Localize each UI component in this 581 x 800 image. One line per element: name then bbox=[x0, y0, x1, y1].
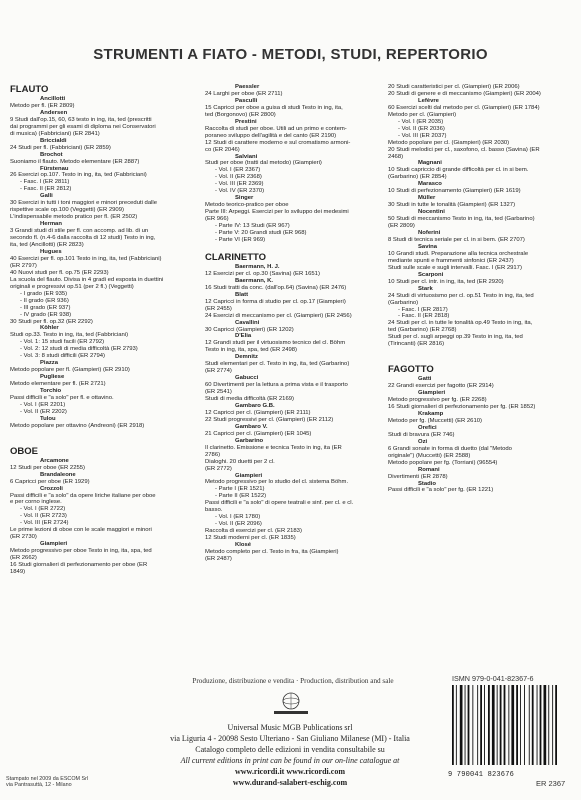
entry-line: 60 Divertimenti per la lettura a prima vista e il trasporto bbox=[205, 382, 348, 389]
entry-line: Studi sulle scale e sugli intervalli. Fasc. I (ER 2917) bbox=[388, 264, 522, 271]
entry-line: Metodo popolare per fg. (Torriani) (96554) bbox=[388, 459, 498, 466]
author-name: Gambaro G.B. bbox=[235, 402, 275, 409]
volume-line: - Parte II (ER 1522) bbox=[215, 493, 267, 500]
volume-line: - Vol. II (ER 2368) bbox=[215, 174, 262, 181]
author-name: Galli bbox=[40, 193, 53, 200]
author-name: Giampieri bbox=[418, 390, 446, 397]
entry-line: 2468) bbox=[388, 153, 404, 160]
author-name: Demnitz bbox=[235, 354, 258, 361]
entry-line: Testo in ing, ita, spa, ted (ER 2498) bbox=[205, 347, 298, 354]
entry-line: (ER 2797) bbox=[10, 262, 37, 269]
author-name: Arcamone bbox=[40, 457, 69, 464]
author-name: Piazza bbox=[40, 360, 59, 367]
entry-line: originale") (Muccetti) (ER 2588) bbox=[388, 452, 471, 459]
author-name: Brochot bbox=[40, 151, 63, 158]
entry-line: secondo fl. (n.4-6 dalla raccolta di 12 studi) Testo in ing, bbox=[10, 235, 156, 242]
entry-line: mediante spunti e frammenti sinfonici (ER 2437) bbox=[388, 257, 514, 264]
author-name: Baermann, H. J. bbox=[235, 263, 280, 270]
author-name: Krakamp bbox=[418, 410, 444, 417]
entry-line: dai programmi per gli esami di diploma nei Conservatori bbox=[10, 123, 156, 130]
entry-line: 10 Studi per cl. intr. in ing, ita, ted (ER 2920) bbox=[388, 278, 504, 285]
author-name: Nocentini bbox=[418, 209, 445, 216]
entry-line: 16 Studi giornalieri di perfezionamento per oboe (ER bbox=[10, 562, 148, 569]
website-link-durand[interactable]: www.durand-salabert-eschig.com bbox=[232, 778, 348, 787]
author-name: Stark bbox=[418, 285, 433, 292]
entry-line: Parte III: Arpeggi. Esercizi per lo sviluppo dei medesimi bbox=[205, 209, 349, 216]
printer-line-1: Stampato nel 2009 da ESCOM Srl bbox=[6, 776, 89, 782]
author-name: Herman bbox=[40, 221, 62, 228]
entry-line: 10 Studi di perfezionamento (Giampieri) (ER 1619) bbox=[388, 188, 521, 195]
author-name: Paessler bbox=[235, 84, 260, 90]
entry-line: Metodo per fl. (ER 2809) bbox=[10, 102, 75, 109]
entry-line: 24 Studi per cl. in tutte le tonalità op.49 Testo in ing, ita, bbox=[388, 320, 533, 327]
author-name: Hugues bbox=[40, 248, 62, 255]
spacer bbox=[205, 244, 383, 252]
author-name: Baermann, K. bbox=[235, 277, 273, 284]
author-name: Marasco bbox=[418, 181, 442, 188]
author-name: Köhler bbox=[40, 325, 59, 332]
author-name: Andersen bbox=[40, 109, 68, 116]
volume-line: - Fasc. II (ER 2818) bbox=[398, 313, 450, 320]
volume-line: - Parte V: 20 Grandi studi (ER 968) bbox=[215, 230, 307, 237]
entry-line: Metodo progressivo per oboe Testo in ing, ita, spa, ted bbox=[10, 548, 152, 555]
entry-line: Studi di media difficoltà (ER 2169) bbox=[205, 396, 294, 403]
entry-line: 22 Studi progressivi per cl. (Giampieri) (ER 2112) bbox=[205, 416, 334, 423]
entry-line: Raccolta di esercizi per cl. (ER 2183) bbox=[205, 528, 302, 535]
author-name: Fürstenau bbox=[40, 165, 69, 172]
publisher-name: Universal Music MGB Publications srl bbox=[227, 723, 353, 732]
column-2 bbox=[205, 84, 383, 563]
volume-line: - II grado (ER 936) bbox=[20, 297, 69, 304]
entry-line: (Tirincanti) (ER 2816) bbox=[388, 341, 445, 348]
printer-info bbox=[6, 776, 88, 789]
author-name: Orefici bbox=[418, 424, 437, 431]
author-name: Müller bbox=[418, 195, 436, 202]
volume-line: - Vol. I (ER 2201) bbox=[20, 401, 66, 408]
entry-line: Le prime lezioni di oboe con le scale maggiori e minori bbox=[10, 527, 152, 534]
entry-line: 30 Studi in tutte le tonalità (Giampieri) (ER 1327) bbox=[388, 202, 516, 209]
universal-logo-icon bbox=[272, 690, 310, 718]
catalog-number: ER 2367 bbox=[536, 779, 566, 788]
entry-line: 26 Esercizi op.107. Testo in ing, ita, ted (Fabbriciani) bbox=[10, 172, 147, 179]
entry-line: (Garbarino) bbox=[388, 299, 419, 306]
entry-line: 12 Esercizi per cl. op.30 (Savina) (ER 1651) bbox=[205, 270, 320, 277]
entry-line: Metodo popolare per ottavino (Andreoni) (ER 2918) bbox=[10, 422, 145, 429]
catalog-note-en: All current editions in print can be found in our on-line catalogue at bbox=[180, 756, 400, 765]
volume-line: - Parte VI (ER 969) bbox=[215, 236, 266, 243]
column-1 bbox=[10, 84, 180, 576]
entry-line: ted (Borgonovo) (ER 2800) bbox=[205, 111, 276, 118]
volume-line: - Vol. I (ER 2035) bbox=[398, 118, 444, 125]
entry-line: poraneo sviluppo dell'agilità e del canto (ER 2190) bbox=[205, 132, 337, 139]
entry-line: 24 Larghi per oboe (ER 2711) bbox=[205, 90, 283, 97]
entry-line: 24 Studi di virtuosismo per cl. op.51 Testo in ing, ita, ted bbox=[388, 292, 534, 299]
volume-line: - I grado (ER 935) bbox=[20, 290, 68, 297]
entry-line: 2786) bbox=[205, 451, 221, 458]
entry-line: La scuola del flauto. Divisa in 4 gradi ed esposta in duettini bbox=[10, 276, 164, 283]
volume-line: - Vol. II (ER 2723) bbox=[20, 513, 67, 520]
entry-line: Studi op.33. Testo in ing, ita, ted (Fabbriciani) bbox=[10, 332, 129, 339]
entry-line: Suoniamo il flauto. Metodo elementare (ER 2887) bbox=[10, 158, 140, 165]
entry-line: di musica) (Fabbriciani) (ER 2841) bbox=[10, 130, 100, 137]
author-name: Giampieri bbox=[40, 541, 68, 548]
volume-line: - Parte IV: 13 Studi (ER 967) bbox=[215, 223, 290, 230]
volume-line: - Fasc. I (ER 2817) bbox=[398, 306, 448, 313]
entry-line: 12 Grandi studi per il virtuosismo tecnico del cl. Böhm bbox=[205, 340, 346, 347]
author-name: Salviani bbox=[235, 153, 258, 160]
entry-line: Metodo progressivo per fg. (ER 2268) bbox=[388, 397, 487, 404]
entry-line: L'indispensabile metodo pratico per fl. (ER 2502) bbox=[10, 214, 138, 221]
ismn-code: ISMN 979-0-041-82367-6 bbox=[452, 674, 534, 683]
entry-line: (ER 2487) bbox=[205, 555, 232, 562]
volume-line: - Vol. II (ER 2096) bbox=[215, 521, 262, 528]
entry-line: 1849) bbox=[10, 569, 26, 575]
volume-line: - Vol. IV (ER 2370) bbox=[215, 188, 265, 195]
entry-line: 12 Studi per oboe (ER 2255) bbox=[10, 464, 85, 471]
spacer bbox=[388, 348, 570, 356]
entry-line: Studi elementari per cl. Testo in ing, ita, ted (Garbarino) bbox=[205, 361, 350, 368]
entry-line: Metodo per cl. (Giampieri) bbox=[388, 111, 457, 118]
volume-line: - Vol. I (ER 2367) bbox=[215, 167, 261, 174]
entry-line: Studi per oboe (tratti dal metodo) (Giampieri) bbox=[205, 160, 322, 167]
author-name: Cavallini bbox=[235, 319, 260, 326]
entry-line: Il clarinetto. Emissione e tecnica Testo in ing, ita (ER bbox=[205, 444, 342, 451]
author-name: Garbarino bbox=[235, 437, 264, 444]
entry-line: (ER 2455) bbox=[205, 305, 232, 312]
entry-line: Passi difficili e "a solo" da opere liriche italiane per oboe bbox=[10, 492, 156, 499]
entry-line: 60 Esercizi scelti dal metodo per cl. (Giampieri) (ER 1784) bbox=[388, 104, 540, 111]
entry-line: Divertimenti (ER 2878) bbox=[388, 473, 448, 480]
entry-line: originali e progressivi op.51 (per 2 fl.) (Veggetti) bbox=[10, 283, 134, 290]
volume-line: - Vol. II (ER 2036) bbox=[398, 125, 445, 132]
author-name: Gabucci bbox=[235, 375, 259, 382]
author-name: Noferini bbox=[418, 230, 441, 237]
entry-line: basso. bbox=[205, 507, 223, 514]
author-name: Stadio bbox=[418, 480, 436, 487]
entry-line: 6 Capricci per oboe (ER 1929) bbox=[10, 478, 90, 485]
spacer bbox=[388, 356, 570, 364]
author-name: Klosé bbox=[235, 542, 252, 549]
entry-line: (ER 2541) bbox=[205, 389, 232, 396]
entry-line: 12 Studi di carattere moderno e sul cromatismo armoni- bbox=[205, 139, 351, 146]
entry-line: ita, ted (Ancillotti) (ER 2823) bbox=[10, 242, 84, 249]
barcode-digits: 9 790041 823676 bbox=[448, 771, 515, 779]
author-name: D'Elia bbox=[235, 333, 252, 340]
entry-line: 12 Capricci in forma di studio per cl. op.17 (Giampieri) bbox=[205, 298, 346, 305]
publisher-block bbox=[160, 722, 420, 788]
entry-line: 16 Studi giornalieri di perfezionamento per fg. (ER 1852) bbox=[388, 404, 536, 411]
author-name: Briccialdi bbox=[40, 137, 67, 144]
page-title: STRUMENTI A FIATO - METODI, STUDI, REPERTORIO bbox=[93, 46, 488, 63]
entry-line: 10 Grandi studi. Preparazione alla tecnica orchestrale bbox=[388, 250, 529, 257]
entry-line: (ER 2809) bbox=[388, 223, 415, 230]
entry-line: 9 Studi dall'op.15, 60, 63 testo in ing, ita, ted (prescritti bbox=[10, 116, 152, 123]
volume-line: - Vol. 1: 15 studi facili (ER 2792) bbox=[20, 339, 105, 346]
entry-line: Metodo per fg. (Muccetti) (ER 2610) bbox=[388, 417, 482, 424]
column-3 bbox=[388, 84, 570, 494]
entry-line: Metodo popolare per cl. (Giampieri) (ER 2030) bbox=[388, 139, 510, 146]
entry-line: ted (Garbarino) (ER 2768) bbox=[388, 327, 457, 334]
entry-line: Passi difficili e "a solo" di opere teatrali e sinf. per cl. e cl. bbox=[205, 500, 354, 507]
section-heading: FAGOTTO bbox=[388, 364, 434, 376]
volume-line: - Vol. I (ER 2722) bbox=[20, 506, 66, 513]
printer-line-2: via Pantrasuttà, 12 - Milano bbox=[6, 782, 72, 789]
entry-line: 20 Studi di genere e di meccanismo (Giampieri) (ER 2004) bbox=[388, 90, 541, 97]
entry-line: Metodo teorico-pratico per oboe bbox=[205, 202, 289, 209]
entry-line: 30 Studi per fl. op.32 (ER 2292) bbox=[10, 318, 93, 325]
entry-line: 20 Studi caratteristici per cl. (Giampieri) (ER 2006) bbox=[388, 84, 520, 90]
entry-line: Dialoghi. 20 duetti per 2 cl. bbox=[205, 458, 275, 465]
volume-line: - Vol. III (ER 2037) bbox=[398, 132, 447, 139]
entry-line: (ER 2662) bbox=[10, 555, 37, 562]
publisher-address: via Liguria 4 - 20098 Sesto Ulteriano - San Giuliano Milanese (MI) - Italia bbox=[170, 734, 410, 743]
author-name: Blatt bbox=[235, 291, 249, 298]
entry-line: Passi difficili e "a solo" per fl. e ottavino. bbox=[10, 394, 114, 401]
website-links[interactable]: www.ricordi.it www.ricordi.com bbox=[235, 767, 345, 776]
volume-line: - III grado (ER 937) bbox=[20, 304, 71, 311]
author-name: Gambaro V. bbox=[235, 423, 268, 430]
volume-line: - Vol. III (ER 2369) bbox=[215, 181, 264, 188]
volume-line: - Fasc. I (ER 2811) bbox=[20, 179, 70, 186]
entry-line: Metodo popolare per fl. (Giampieri) (ER 2910) bbox=[10, 367, 130, 374]
author-name: Ancillotti bbox=[40, 96, 66, 102]
entry-line: 3 Grandi studi di stile per fl. con accomp. ad lib. di un bbox=[10, 228, 149, 235]
entry-line: 40 Nuovi studi per fl. op.75 (ER 2293) bbox=[10, 269, 109, 276]
author-name: Giampieri bbox=[235, 472, 263, 479]
entry-line: Passi difficili e "a solo" per fg. (ER 1221) bbox=[388, 487, 494, 494]
entry-line: (ER 2772) bbox=[205, 465, 232, 472]
author-name: Singer bbox=[235, 195, 254, 202]
entry-line: 24 Esercizi di meccanismo per cl. (Giampieri) (ER 2456) bbox=[205, 312, 352, 319]
volume-line: - Vol. I (ER 1780) bbox=[215, 514, 261, 521]
author-name: Brandaleone bbox=[40, 471, 76, 478]
entry-line: Studi per cl. sugli arpeggi op.39 Testo in ing, ita, ted bbox=[388, 334, 523, 341]
entry-line: Raccolta di studi per oboe. Utili ad un primo e contem- bbox=[205, 125, 347, 132]
author-name: Ozi bbox=[418, 438, 428, 445]
entry-line: Metodo elementare per fl. (ER 2721) bbox=[10, 381, 106, 388]
entry-line: 6 Grandi sonate in forma di duetto (dal "Metodo bbox=[388, 445, 512, 452]
entry-line: 12 Capricci per cl. (Giampieri) (ER 2111) bbox=[205, 409, 311, 416]
entry-line: (ER 966) bbox=[205, 216, 229, 223]
production-line: Produzione, distribuzione e vendita · Production, distribution and sale bbox=[192, 677, 394, 685]
entry-line: 30 Esercizi in tutti i toni maggiori e minori preceduti dalle bbox=[10, 200, 158, 207]
entry-line: Studi di bravura (ER 746) bbox=[388, 431, 455, 438]
entry-line: 10 Studi capriccio di grande difficoltà per cl. in si bem. bbox=[388, 167, 529, 174]
volume-line: - IV grado (ER 938) bbox=[20, 311, 72, 318]
author-name: Romani bbox=[418, 466, 440, 473]
author-name: Savina bbox=[418, 243, 437, 250]
entry-line: rispettive scale op.100 (Veggetti) (ER 2909) bbox=[10, 207, 124, 214]
entry-line: 21 Capricci per cl. (Giampieri) (ER 1045) bbox=[205, 430, 312, 437]
author-name: Scarponi bbox=[418, 271, 444, 278]
entry-line: e per corno inglese. bbox=[10, 499, 62, 506]
volume-line: - Vol. II (ER 2202) bbox=[20, 408, 67, 415]
author-name: Prestini bbox=[235, 118, 257, 125]
author-name: Magnani bbox=[418, 160, 442, 167]
entry-line: 16 Studi tratti da conc. (dall'op.64) (Savina) (ER 2476) bbox=[205, 284, 347, 291]
section-heading: FLAUTO bbox=[10, 84, 49, 95]
author-name: Gatti bbox=[418, 376, 432, 383]
author-name: Torchio bbox=[40, 388, 62, 395]
section-heading: CLARINETTO bbox=[205, 251, 267, 263]
spacer bbox=[10, 438, 180, 446]
entry-line: (ER 2730) bbox=[10, 534, 37, 541]
author-name: Pasculli bbox=[235, 97, 258, 104]
entry-line: 12 Studi moderni per cl. (ER 1835) bbox=[205, 535, 296, 542]
entry-line: 15 Capricci per oboe a guisa di studi Testo in ing, ita, bbox=[205, 104, 343, 111]
entry-line: (ER 2774) bbox=[205, 368, 232, 375]
author-name: Lefèvre bbox=[418, 97, 439, 104]
author-name: Crozzoli bbox=[40, 485, 63, 492]
volume-line: - Vol. 2: 12 studi di media difficoltà (ER 2793) bbox=[20, 346, 138, 353]
section-heading: OBOE bbox=[10, 445, 38, 457]
entry-line: 50 Studi di meccanismo Testo in ing, ita, ted (Garbarino) bbox=[388, 216, 535, 223]
entry-line: 8 Studi di tecnica seriale per cl. in si bem. (ER 2707) bbox=[388, 236, 525, 243]
barcode-icon bbox=[448, 683, 562, 767]
entry-line: Metodo progressivo per lo studio del cl. sistema Böhm. bbox=[205, 479, 349, 486]
volume-line: - Vol. 3: 8 studi difficili (ER 2794) bbox=[20, 353, 106, 360]
spacer bbox=[10, 430, 180, 438]
entry-line: 20 Studi melodici per cl., saxofono, cl. basso (Savina) (ER bbox=[388, 146, 540, 153]
entry-line: 24 Studi per fl. (Fabbriciani) (ER 2859) bbox=[10, 144, 111, 151]
entry-line: 30 Capricci (Giampieri) (ER 1202) bbox=[205, 326, 294, 333]
volume-line: - Parte I (ER 1521) bbox=[215, 486, 265, 493]
entry-line: co (ER 2046) bbox=[205, 146, 240, 153]
volume-line: - Vol. III (ER 2724) bbox=[20, 520, 69, 527]
volume-line: - Fasc. II (ER 2812) bbox=[20, 186, 72, 193]
entry-line: 22 Grandi esercizi per fagotto (ER 2914) bbox=[388, 383, 494, 390]
author-name: Tulou bbox=[40, 415, 56, 422]
author-name: Pugliese bbox=[40, 374, 65, 381]
catalog-note-it: Catalogo completo delle edizioni in vendita consultabile su bbox=[195, 745, 385, 754]
entry-line: (Garbarino) (ER 2854) bbox=[388, 174, 447, 181]
entry-line: Metodo completo per cl. Testo in fra, ita (Giampieri) bbox=[205, 549, 339, 555]
entry-line: 40 Esercizi per fl. op.101 Testo in ing, ita, ted (Fabbriciani) bbox=[10, 255, 162, 262]
